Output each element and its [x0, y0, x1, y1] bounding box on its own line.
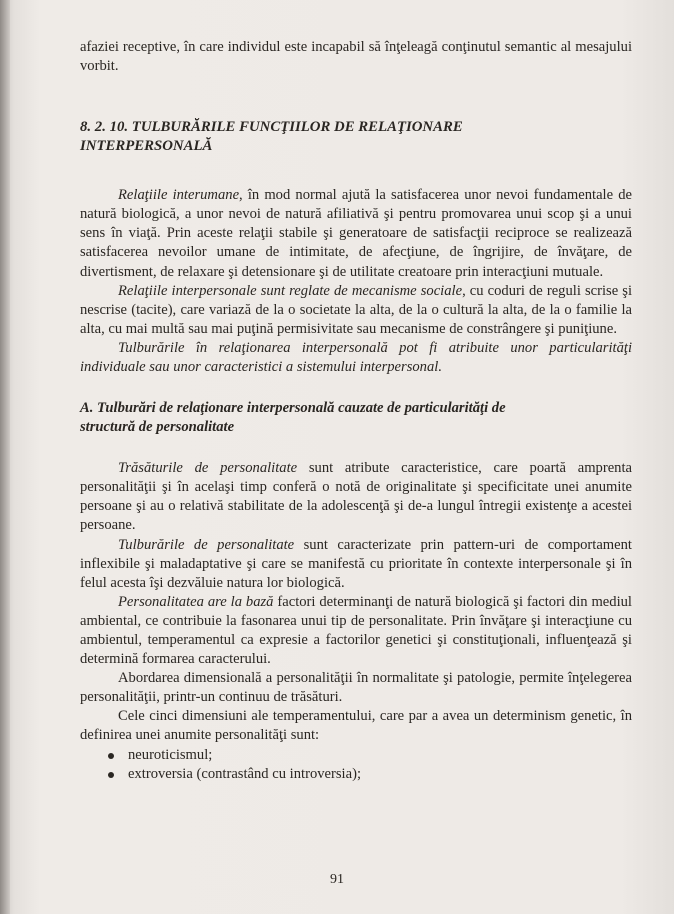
paragraph-personalitatea	[80, 593, 632, 669]
section-title-line2: INTERPERSONALĂ	[80, 138, 213, 155]
paragraph-tulburarile: Tulburările în relaţionarea interpersonală pot fi atribuite unor particularităţi individuale sau unor caracteristici a sistemului interpersonal.	[80, 339, 632, 376]
subsection-title-line2: structură de personalitate	[80, 419, 235, 436]
list-item: extroversia (contrastând cu introversia);	[128, 765, 632, 784]
temperament-list	[80, 746, 632, 784]
paragraph-cele-cinci: Cele cinci dimensiuni ale temperamentului, care par a avea un determinism genetic, în definirea unei anumite personalităţi sunt:	[80, 708, 632, 744]
paragraph-text: , cu coduri de reguli scrise şi nescrise (tacite), care variază de la o societate la alta, de la o cultură la alta, de la o familie la alta, cu mai multă sau mai puţină permisivitate sau mecanisme de constrângere şi puniţiune.	[80, 282, 632, 337]
paragraph-lead: Trăsăturile de personalitate	[118, 460, 298, 477]
paragraph-relatiile-interumane	[80, 186, 632, 281]
paragraph-lead: Tulburările de personalitate	[118, 536, 295, 553]
subsection-title-line1: A. Tulburări de relaţionare interpersonală cauzate de particularităţi de	[80, 400, 506, 417]
page-number: 91	[330, 872, 344, 887]
paragraph-lead: Relaţiile interpersonale sunt reglate de mecanisme sociale	[118, 282, 463, 299]
paragraph-tulburarile-personalitate	[80, 536, 632, 593]
paragraph-abordarea: Abordarea dimensională a personalităţii în normalitate şi patologie, permite înţelegerea personalităţii, printr-un continuu de trăsături.	[80, 670, 632, 706]
intro-paragraph: afaziei receptive, în care individul este incapabil să înţeleagă conţinutul semantic al mesajului vorbit.	[80, 39, 632, 75]
paragraph-text: sunt atribute caracteristice, care poartă amprenta personalităţii şi în acelaşi timp conferă o notă de originalitate şi specificitate unei anumite persoane şi au o relativă stabilitate de la adolescenţă şi de-a lungul întregii existenţe a acestei persoane.	[80, 460, 633, 534]
page-body	[80, 38, 632, 784]
paragraph-text: , în mod normal ajută la satisfacerea unor nevoi fundamentale de natură biologică, a unor nevoi de natură afiliativă şi pentru promovarea unui scop şi a unui sens în viaţă. Prin aceste relaţii stabile şi generatoare de satisfacţii reciproce se realizează satisfacerea nevoilor umane de intimitate, de afecţiune, de îngrijire, de învăţare, de divertisment, de relaxare şi detensionare şi de utilitate creatoare prin interacţiuni mutuale.	[80, 187, 632, 280]
section-title-line1: 8. 2. 10. TULBURĂRILE FUNCŢIILOR DE RELAŢIONARE	[80, 119, 463, 136]
paragraph-text: factori determinanţi de natură biologică şi factori din mediul ambiental, ce contribuie la fasonarea unui tip de personalitate. Prin învăţare şi interacţiune cu ambientul, temperamentul ca expresie a factorilor genetici şi constituţionali, influenţează şi determină formarea caracterului.	[80, 593, 632, 668]
paragraph-lead: Personalitatea are la bază	[118, 593, 274, 610]
paragraph-text: sunt caracterizate prin pattern-uri de comportament inflexibile şi maladaptative şi care se manifestă cu prioritate în contexte interpersonale şi în felul acesta îşi dezvăluie natura lor biologică.	[80, 536, 632, 591]
list-item: neuroticismul;	[128, 746, 632, 765]
paragraph-trasaturile	[80, 459, 632, 535]
paragraph-lead: Relaţiile interumane	[118, 187, 240, 204]
paragraph-relatiile-interpersonale	[80, 282, 632, 339]
book-binding-shadow	[0, 0, 10, 914]
